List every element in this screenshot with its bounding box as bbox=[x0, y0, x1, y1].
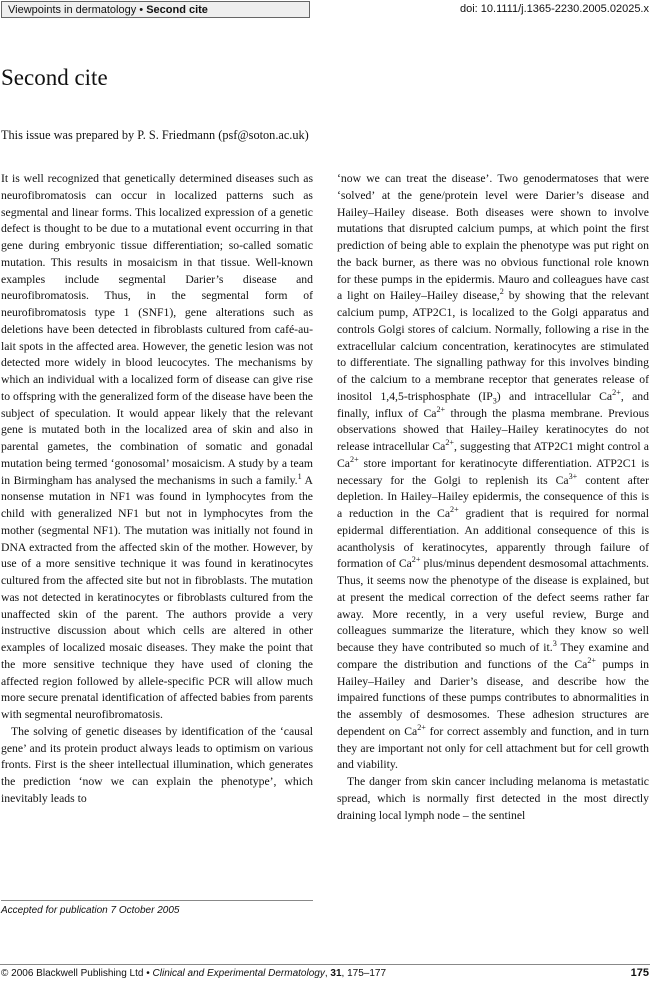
footer-citation: © 2006 Blackwell Publishing Ltd • Clinical and Experimental Dermatology, 31, 175–177 bbox=[1, 968, 387, 979]
doi-link[interactable]: doi: 10.1111/j.1365-2230.2005.02025.x bbox=[460, 3, 649, 15]
reference-link-2[interactable]: 2 bbox=[499, 287, 504, 297]
page-number: 175 bbox=[630, 967, 649, 979]
paragraph-3: The danger from skin cancer including melanoma is metastatic spread, which is normally first detected in the most directly draining local lymph node – the sentinel bbox=[337, 775, 649, 822]
paragraph-1: It is well recognized that genetically determined diseases such as neurofibromatosis can occur in localized patterns such as segmental and linear forms. This localized expression of a genetic defect is thought to be due to a mutational event occurring in that gene during embryonic tissue differentiation; so-called somatic mutation. This results in mosaicism in that tissue. Well-known examples include segmental Darier’s disease and neurofibromatosis. Thus, in the segmental form of neurofibromatosis type 1 (SNF1), gene alterations such as deletions have been detected in fibroblasts cultured from café-au-lait spots in the affected area. However, the genetic lesion was not detected more widely in blood leucocytes. The mechanisms by which an individual with a localized form of disease can give rise to offspring with the generalized form of the disease have been the subject of speculation. It would appear likely that the relevant gene is mutated both in the localized area of skin and also in parental gametes, the combination of somatic and gonadal mutation being termed ‘gonosomal’ mosaicism. A study by a team in Birmingham has analysed the mechanisms in such a family.$^1$ A nonsense mutation in NF1 was found in lymphocytes from the child with generalized NF1 but not in lymphocytes from the mother (segmental NF1). The mutation was initially not found in DNA extracted from the affected skin of the mother. However, by use of a more sensitive technique it was found in keratinocytes cultured from the affected site but not in fibroblasts. The mutation was not detected in keratinocytes or fibroblasts cultured from the unaffected skin of the parent. The authors provide a very instructive discussion about which cells are altered in other examples of localized mosaic diseases. They make the point that the more sensitive technique they have used of cloning the affected region followed by allele-specific PCR will allow much more secure prenatal identification of affected babies from parents with segmental neurofibromatosis. bbox=[1, 172, 314, 721]
prepared-by: This issue was prepared by P. S. Friedmann (psf@soton.ac.uk) bbox=[1, 128, 309, 142]
journal-name: Clinical and Experimental Dermatology bbox=[152, 968, 325, 979]
right-column bbox=[337, 171, 649, 824]
section-title: Second cite bbox=[146, 4, 208, 16]
section-header bbox=[1, 1, 310, 18]
paragraph-2-continued: ‘now we can treat the disease’. Two genodermatoses that were ‘solved’ at the gene/protein level were Darier’s disease and Hailey–Hailey disease. Both diseases were shown to involve mutations that disrupted calcium pumps, at which point the first prediction of being able to explain the phenotype was put right on the back burner, as there was no obvious functional role known for these pumps in the epidermis. Mauro and colleagues have cast a light on Hailey–Hailey disease,$^2$ by showing that the relevant calcium pump, ATP2C1, is localized to the Golgi apparatus and controls Golgi stores of calcium. Normally, following a rise in the extracellular calcium concentration, keratinocytes are stimulated to differentiate. The signalling pathway for this involves binding of the calcium to a membrane receptor that generates release of inositol 1,4,5-trisphosphate $(IP_3)$ and intracellular $Ca^{2+}$, and finally, influx of $Ca^{2+}$ through the plasma membrane. Previous observations showed that Hailey–Hailey keratinocytes do not release intracellular $Ca^{2+}$, suggesting that ATP2C1 might control a $Ca^{2+}$ store important for keratinocyte differentiation. ATP2C1 is necessary for the Golgi to replenish its $Ca^{3+}$ content after depletion. In Hailey–Hailey epidermis, the consequence of this is a reduction in the $Ca^{2+}$ gradient that is required for normal epidermal differentiation. An additional consequence of this is acantholysis of keratinocytes, apparently through failure of formation of $Ca^{2+}$ plus/minus dependent desmosomal attachments. Thus, it seems now the phenotype of the disease is explained, but at present the medical correction of the defect seems rather far away. More recently, in a very useful review, Burge and colleagues summarize the literature, which they know so well because they have contributed so much of it.$^3$ They examine and compare the distribution and functions of the $Ca^{2+}$ pumps in Hailey–Hailey and Darier’s disease, and describe how the impaired functions of these pumps contributes to abnormalities in the assembly of desmosomes. These adhesion structures are dependent on $Ca^{2+}$ for correct assembly and function, and in turn they are important not only for cell attachment but for cell growth and viability. bbox=[337, 172, 649, 772]
reference-link-1[interactable]: 1 bbox=[297, 471, 302, 481]
left-column bbox=[1, 171, 313, 808]
reference-link-3[interactable]: 3 bbox=[552, 639, 557, 649]
article-title: Second cite bbox=[1, 65, 108, 90]
footer-divider bbox=[0, 964, 650, 965]
divider bbox=[1, 900, 313, 901]
accepted-date: Accepted for publication 7 October 2005 bbox=[1, 905, 180, 916]
section-label: Viewpoints in dermatology bbox=[8, 4, 137, 16]
section-bullet: • bbox=[139, 4, 144, 16]
volume: 31 bbox=[330, 968, 342, 979]
paragraph-2: The solving of genetic diseases by identification of the ‘causal gene’ and its protein product always leads to optimism on various fronts. First is the sheer intellectual illumination, which generates the prediction ‘now we can explain the phenotype’, which inevitably leads to bbox=[1, 724, 313, 805]
